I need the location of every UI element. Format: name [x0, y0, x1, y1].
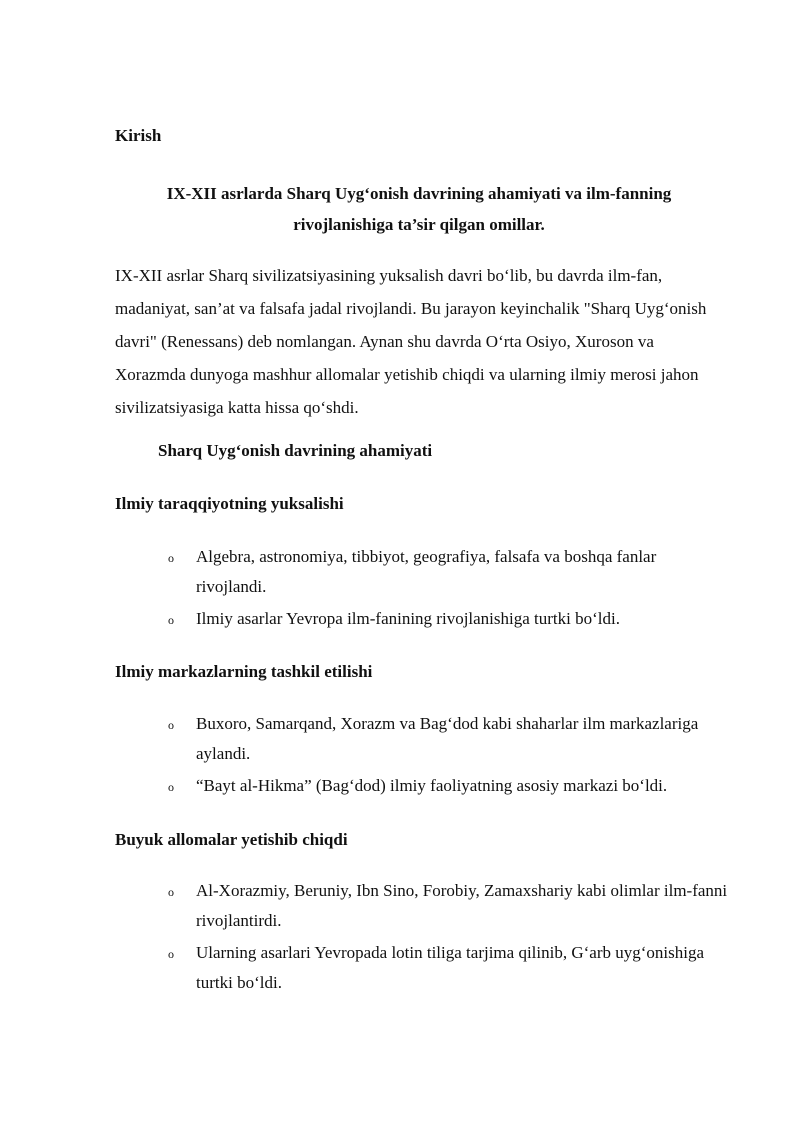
subsection-heading: Ilmiy taraqqiyotning yuksalishi [115, 494, 344, 513]
list-item-text: Algebra, astronomiya, tibbiyot, geografiya, falsafa va boshqa fanlar rivojlandi. [196, 547, 657, 596]
list-item [168, 876, 728, 936]
intro-heading: Kirish [115, 126, 162, 145]
bullet-list [168, 542, 728, 636]
list-item [168, 709, 728, 769]
list-item-text: Buxoro, Samarqand, Xorazm va Bag‘dod kabi shaharlar ilm markazlariga aylandi. [196, 714, 699, 763]
list-item-text: Al-Xorazmiy, Beruniy, Ibn Sino, Forobiy, Zamaxshariy kabi olimlar ilm-fanni rivojlantirdi. [196, 881, 728, 930]
list-item [168, 938, 728, 998]
document-title: IX-XII asrlarda Sharq Uyg‘onish davrining ahamiyati va ilm-fanning rivojlanishiga ta’sir qilgan omillar. [166, 184, 672, 234]
bullet-marker: o [168, 885, 174, 899]
bullet-list [168, 876, 728, 1000]
list-item-text: Ilmiy asarlar Yevropa ilm-fanining rivojlanishiga turtki bo‘ldi. [196, 609, 620, 628]
list-item [168, 542, 728, 602]
intro-paragraph: IX-XII asrlar Sharq sivilizatsiyasining yuksalish davri bo‘lib, bu davrda ilm-fan, madaniyat, san’at va falsafa jadal rivojlandi. Bu jarayon keyinchalik "Sharq Uyg‘onish davri" (Renessans) deb nomlangan. Aynan shu davrda O‘rta Osiyo, Xuroson va Xorazmda dunyoga mashhur allomalar yetishib chiqdi va ularning ilmiy merosi jahon sivilizatsiyasiga katta hissa qo‘shdi. [115, 266, 707, 417]
bullet-marker: o [168, 551, 174, 565]
bullet-list [168, 709, 728, 803]
bullet-marker: o [168, 613, 174, 627]
list-item [168, 771, 728, 801]
bullet-marker: o [168, 780, 174, 794]
bullet-marker: o [168, 947, 174, 961]
list-item-text: “Bayt al-Hikma” (Bag‘dod) ilmiy faoliyatning asosiy markazi bo‘ldi. [196, 776, 668, 795]
list-item-text: Ularning asarlari Yevropada lotin tiliga tarjima qilinib, G‘arb uyg‘onishiga turtki bo‘ldi. [196, 943, 704, 992]
subsection-heading: Ilmiy markazlarning tashkil etilishi [115, 662, 373, 681]
subsection-heading: Buyuk allomalar yetishib chiqdi [115, 830, 348, 849]
section-heading: Sharq Uyg‘onish davrining ahamiyati [158, 441, 433, 460]
bullet-marker: o [168, 718, 174, 732]
list-item [168, 604, 728, 634]
